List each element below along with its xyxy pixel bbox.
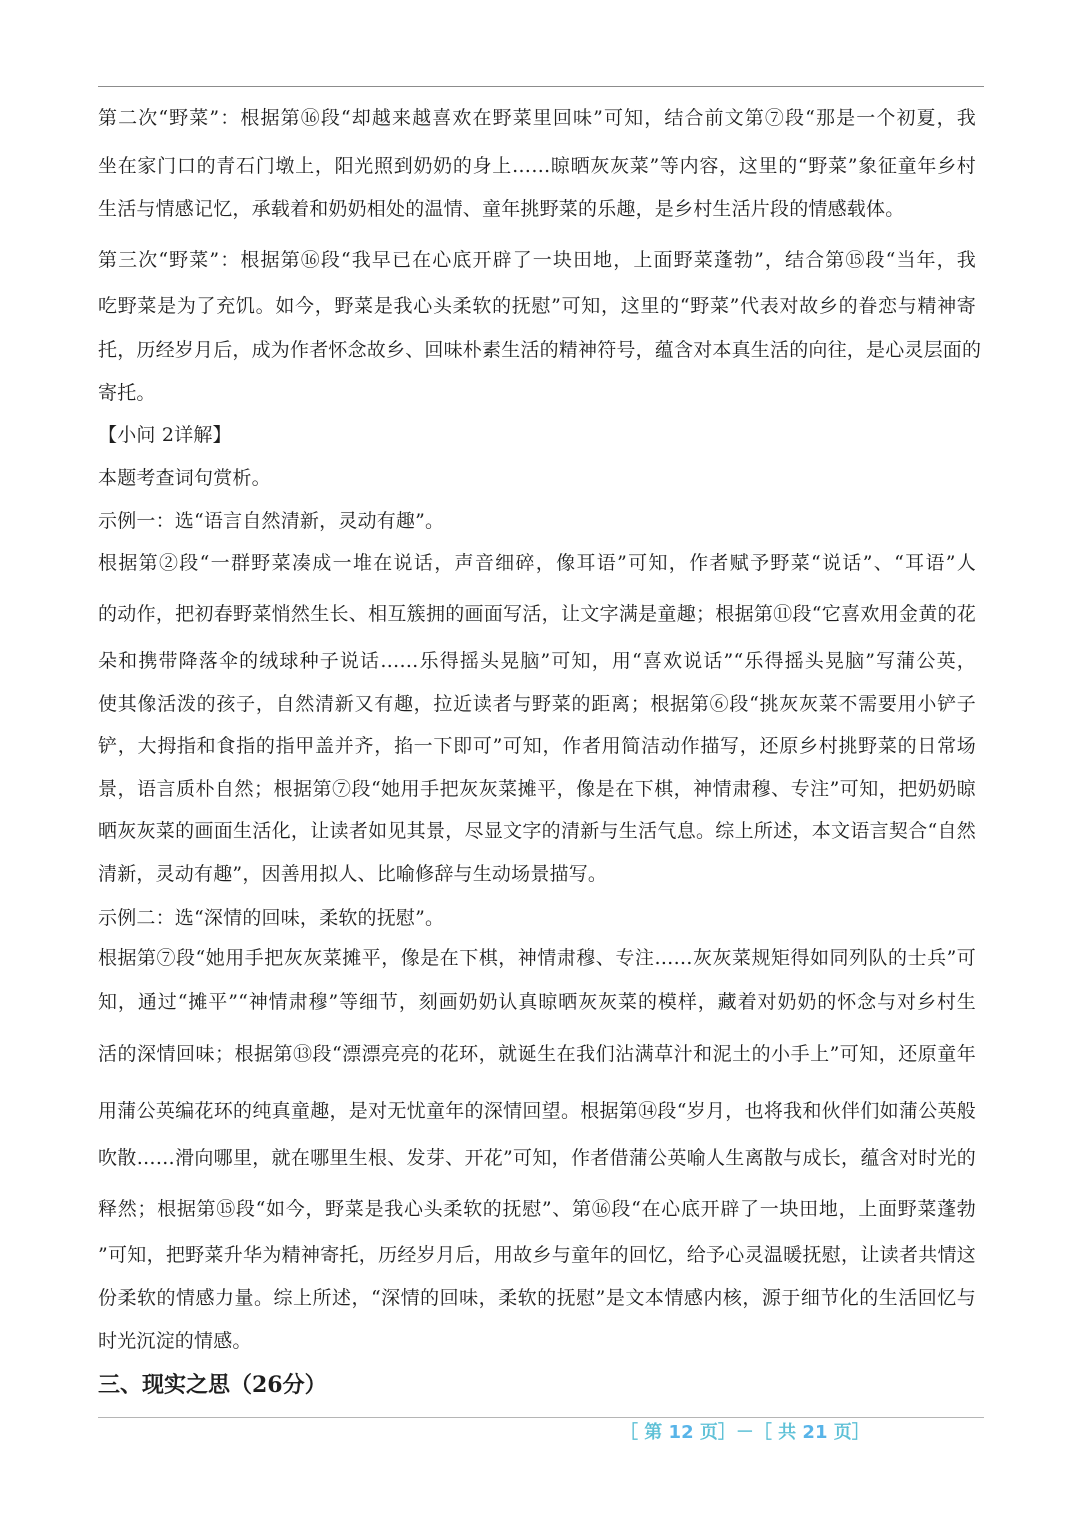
header-rule <box>98 86 984 87</box>
text-line: 份柔软的情感力量。综上所述，“深情的回味，柔软的抚慰”是文本情感内核，源于细节化的生活回忆与 <box>98 1287 976 1309</box>
text-line: 时光沉淀的情感。 <box>98 1330 252 1352</box>
text-line: 朵和携带降落伞的绒球种子说话……乐得摇头晃脑”可知，用“喜欢说话”“乐得摇头晃脑”写蒲公英， <box>98 650 976 672</box>
example-heading: 示例一：选“语言自然清新，灵动有趣”。 <box>98 510 445 532</box>
text-line: 知，通过“摊平”“神情肃穆”等细节，刻画奶奶认真晾晒灰灰菜的模样，藏着对奶奶的怀念与对乡村生 <box>98 991 976 1013</box>
text-line: 本题考查词句赏析。 <box>98 467 271 489</box>
subquestion-heading: 【小问 2详解】 <box>98 424 232 446</box>
page-middle: 页］－［ 共 <box>693 1422 803 1443</box>
current-page-number: 12 <box>668 1422 694 1443</box>
text-line: 清新，灵动有趣”，因善用拟人、比喻修辞与生动场景描写。 <box>98 863 608 885</box>
footer-rule <box>98 1417 984 1418</box>
text-line: ”可知，把野菜升华为精神寄托，历经岁月后，用故乡与童年的回忆，给予心灵温暖抚慰，让读者共情这 <box>98 1244 976 1266</box>
section-heading: 三、现实之思（26分） <box>98 1372 327 1398</box>
text-line: 晒灰灰菜的画面生活化，让读者如见其景，尽显文字的清新与生活气息。综上所述，本文语言契合“自然 <box>98 820 976 842</box>
text-line: 的动作，把初春野菜悄然生长、相互簇拥的画面写活，让文字满是童趣；根据第⑪段“它喜欢用金黄的花 <box>98 603 976 625</box>
page-indicator <box>620 1421 870 1445</box>
text-line: 用蒲公英编花环的纯真童趣，是对无忧童年的深情回望。根据第⑭段“岁月，也将我和伙伴们如蒲公英般 <box>98 1100 976 1122</box>
page-suffix: 页］ <box>827 1422 870 1443</box>
text-line: 第三次“野菜”：根据第⑯段“我早已在心底开辟了一块田地，上面野菜蓬勃”，结合第⑮段“当年，我 <box>98 249 976 271</box>
page-prefix: ［ 第 <box>620 1422 669 1443</box>
text-line: 使其像活泼的孩子，自然清新又有趣，拉近读者与野菜的距离；根据第⑥段“挑灰灰菜不需要用小铲子 <box>98 693 976 715</box>
text-line: 释然；根据第⑮段“如今，野菜是我心头柔软的抚慰”、第⑯段“在心底开辟了一块田地，上面野菜蓬勃 <box>98 1198 976 1220</box>
text-line: 根据第②段“一群野菜凑成一堆在说话，声音细碎，像耳语”可知，作者赋予野菜“说话”、“耳语”人 <box>98 552 976 574</box>
text-line: 托，历经岁月后，成为作者怀念故乡、回味朴素生活的精神符号，蕴含对本真生活的向往，是心灵层面的 <box>98 339 982 361</box>
text-line: 铲，大拇指和食指的指甲盖并齐，掐一下即可”可知，作者用简洁动作描写，还原乡村挑野菜的日常场 <box>98 735 976 757</box>
text-line: 景，语言质朴自然；根据第⑦段“她用手把灰灰菜摊平，像是在下棋，神情肃穆、专注”可知，把奶奶晾 <box>98 778 976 800</box>
total-pages-number: 21 <box>802 1422 828 1443</box>
text-line: 坐在家门口的青石门墩上，阳光照到奶奶的身上……晾晒灰灰菜”等内容，这里的“野菜”象征童年乡村 <box>98 155 976 177</box>
example-heading: 示例二：选“深情的回味，柔软的抚慰”。 <box>98 907 445 929</box>
text-line: 吃野菜是为了充饥。如今，野菜是我心头柔软的抚慰”可知，这里的“野菜”代表对故乡的眷恋与精神寄 <box>98 295 976 317</box>
text-line: 吹散……滑向哪里，就在哪里生根、发芽、开花”可知，作者借蒲公英喻人生离散与成长，蕴含对时光的 <box>98 1147 976 1169</box>
text-line: 根据第⑦段“她用手把灰灰菜摊平，像是在下棋，神情肃穆、专注……灰灰菜规矩得如同列队的士兵”可 <box>98 947 976 969</box>
text-line: 寄托。 <box>98 382 156 404</box>
text-line: 第二次“野菜”：根据第⑯段“却越来越喜欢在野菜里回味”可知，结合前文第⑦段“那是一个初夏，我 <box>98 107 976 129</box>
text-line: 活的深情回味；根据第⑬段“漂漂亮亮的花环，就诞生在我们沾满草汁和泥土的小手上”可知，还原童年 <box>98 1043 976 1065</box>
text-line: 生活与情感记忆，承载着和奶奶相处的温情、童年挑野菜的乐趣，是乡村生活片段的情感载体。 <box>98 198 905 220</box>
